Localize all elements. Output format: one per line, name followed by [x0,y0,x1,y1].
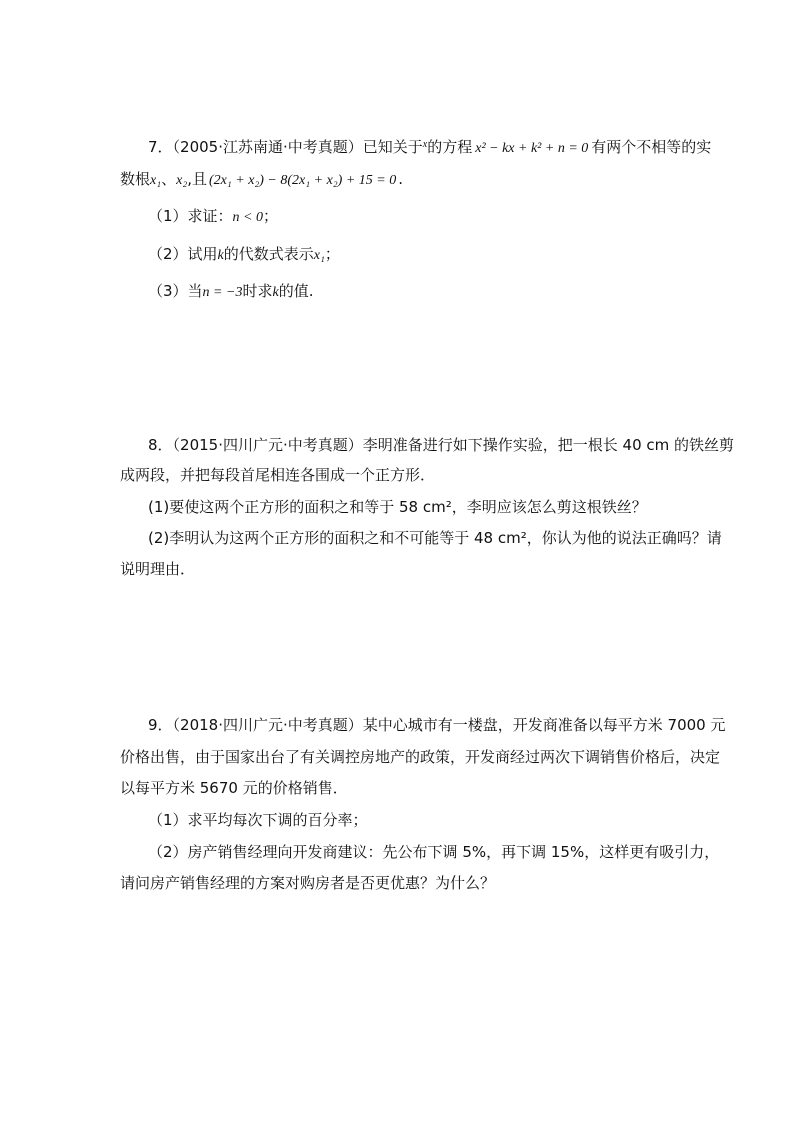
q7-part-3-mid: 时求 [242,282,273,300]
q7-part-1-math: n < 0 [232,210,263,225]
q7-part-2-x1: x₁ [313,248,325,263]
q9-part-1: （1）求平均每次下调的百分率； [148,811,368,829]
q7-line-2 [120,169,403,191]
q8-part-2-line-1: (2)李明认为这两个正方形的面积之和不可能等于 48 cm²，你认为他的说法正确吗？请 [148,529,722,547]
q8-part-2-line-2: 说明理由． [120,560,196,578]
q7-equation-2: (2x₁ + x₂) − 8(2x₁ + x₂) + 15 = 0 [209,173,397,188]
q7-part-1-label: （1）求证： [148,207,233,225]
q9-line-1: 9．（2018·四川广元·中考真题）某中心城市有一楼盘，开发商准备以每平方米 7000 元 [148,716,726,734]
q9-part-2-line-1: （2）房产销售经理向开发商建议：先公布下调 5%，再下调 15%，这样更有吸引力， [148,843,720,861]
q7-line-1 [148,135,711,159]
q7-stem-text: 有两个不相等的实 [591,138,712,156]
q7-part-3 [148,281,313,303]
q7-part-2 [148,244,340,266]
q9-part-2-line-2: 请问房产销售经理的方案对购房者是否更优惠？为什么？ [120,874,496,892]
q9-line-3: 以每平方米 5670 元的价格销售． [120,779,348,797]
q9-line-2: 价格出售，由于国家出台了有关调控房地产的政策，开发商经过两次下调销售价格后，决定 [120,748,721,766]
q7-part-3-suffix: 的值. [278,282,314,300]
q7-part-2-label: （2）试用 [148,245,218,263]
q7-stem-text: 7．（2005·江苏南通·中考真题）已知关于 [148,138,423,156]
q7-equation-1: x² − kx + k² + n = 0 [475,141,589,156]
q7-part-3-label: （3）当 [148,282,203,300]
q7-part-3-k: k [272,285,279,300]
q7-root-x1: x₁ [150,173,162,188]
q7-stem-text: 数根 [120,170,151,188]
q7-part-2-k: k [217,248,224,263]
q7-part-2-suffix: ； [324,245,340,263]
q7-part-1-suffix: ； [263,207,279,225]
q7-separator: 、 [161,170,177,188]
q7-stem-text: . [398,170,403,188]
q7-part-1 [148,206,278,228]
q8-line-1: 8．（2015·四川广元·中考真题）李明准备进行如下操作实验，把一根长 40 cm 的铁丝剪 [148,436,735,454]
q8-line-2: 成两段，并把每段首尾相连各围成一个正方形． [120,466,436,484]
q7-part-2-mid: 的代数式表示 [223,245,314,263]
q7-stem-text: 的方程 [427,138,473,156]
q7-var-x: x [422,139,428,150]
q8-part-1: (1)要使这两个正方形的面积之和等于 58 cm²，李明应该怎么剪这根铁丝？ [148,498,647,516]
q7-part-3-math: n = −3 [202,285,243,300]
q7-root-x2: x₂ [176,173,188,188]
q7-stem-text: ,且 [187,170,207,188]
